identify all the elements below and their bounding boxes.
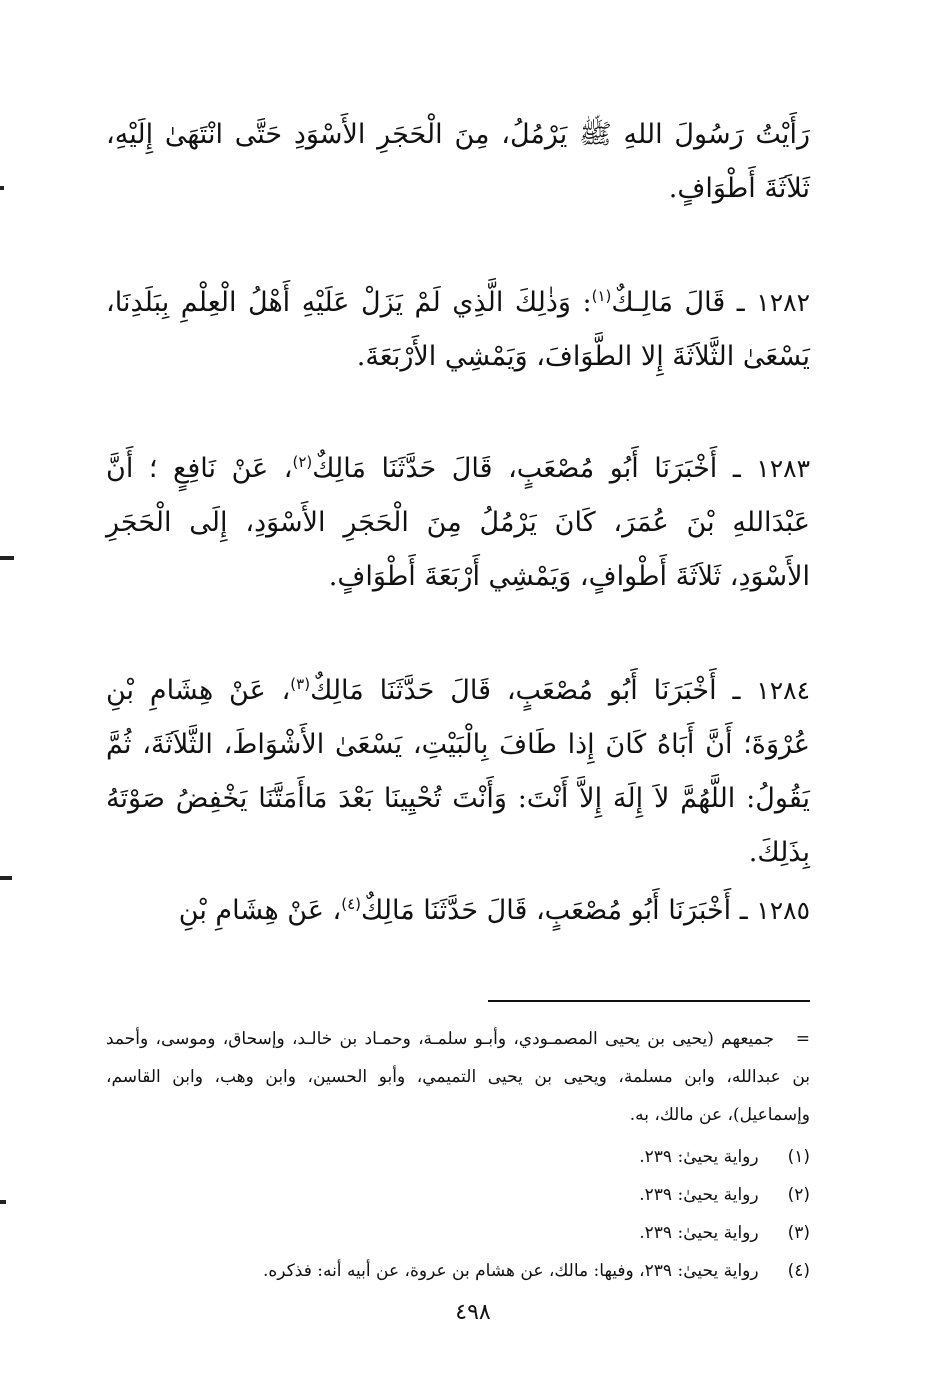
footnote-text: رواية يحيىٰ: ٢٣٩.	[639, 1147, 759, 1167]
scan-edge-mark	[0, 876, 12, 880]
footnote-ref-3[interactable]: (٣)	[290, 675, 311, 693]
paragraph-1284	[106, 664, 810, 880]
footnote-item-1	[106, 1138, 810, 1176]
paragraph-text-end: ، عَنْ هِشَامِ بْنِ	[178, 895, 342, 926]
scan-edge-mark	[0, 1200, 6, 1204]
paragraph-1282	[106, 276, 810, 384]
footnote-ref-4[interactable]: (٤)	[341, 895, 362, 913]
paragraph-text-start: أَخْبَرَنَا أَبُو مُصْعَبٍ، قَالَ حَدَّثَنَا مَالِكٌ	[312, 453, 718, 484]
hadith-number: ١٢٨٤	[756, 676, 810, 705]
continuation-text: جميعهم (يحيى بن يحيى المصمـودي، وأبـو سلمـة، وحمـاد بن خالـد، وإسحاق، وموسى، وأحمد بن عبدالله، وابن مسلمة، ويحيى بن يحيى التميمي، وأبو الحسين، وابن وهب، وابن القاسم، وإسماعيل)، عن مالك، به.	[106, 1029, 810, 1125]
paragraph-text-end: : وَذٰلِكَ الَّذِي لَمْ يَزَلْ عَلَيْهِ أَهْلُ الْعِلْمِ بِبَلَدِنَا، يَسْعَىٰ الثَّلاَثَةَ إِلا الطَّوَافَ، وَيَمْشِي الأَرْبَعَةَ.	[106, 287, 810, 372]
footnote-item-3	[106, 1214, 810, 1252]
paragraph-text-end: ، عَنْ هِشَامِ بْنِ عُرْوَةَ؛ أَنَّ أَبَاهُ كَانَ إِذا طَافَ بِالْبَيْتِ، يَسْعَىٰ الأَشْوَاطَ، الثَّلاَثَةَ، ثُمَّ يَقُولُ: اللَّهُمَّ لاَ إِلَهَ إِلاَّ أَنْتَ: وَأَنْتَ تُحْيِينَا بَعْدَ مَاأَمَتَّنَا يَخْفِضُ صَوْتَهُ بِذَلِكَ.	[106, 675, 810, 868]
footnote-text: رواية يحيىٰ: ٢٣٩، وفيها: مالك، عن هشام بن عروة، عن أبيه أنه: فذكره.	[263, 1261, 759, 1281]
footnote-item-2	[106, 1176, 810, 1214]
footnote-item-4	[106, 1252, 810, 1290]
dash: ـ	[725, 287, 745, 318]
hadith-number: ١٢٨٥	[756, 896, 810, 925]
paragraph-text-start: أَخْبَرَنَا أَبُو مُصْعَبٍ، قَالَ حَدَّثَنَا مَالِكٌ	[310, 675, 717, 706]
paragraph-text-end: ، عَنْ نَافِعٍ ؛ أَنَّ عَبْدَاللهِ بْنَ عُمَرَ، كَانَ يَرْمُلُ مِنَ الْحَجَرِ الأَسْوَدِ، إِلَى الْحَجَرِ الأَسْوَدِ، ثَلاَثَةَ أَطْوافٍ، وَيَمْشِي أَرْبَعَةَ أَطْوَافٍ.	[106, 453, 810, 592]
paragraph-1285	[106, 884, 810, 938]
footnotes	[106, 1020, 810, 1292]
footnote-continuation	[106, 1020, 810, 1134]
footnote-mark: (٢)	[787, 1185, 810, 1205]
dash: ـ	[716, 675, 741, 706]
footnote-text: رواية يحيىٰ: ٢٣٩.	[639, 1185, 759, 1205]
footnote-mark: (٤)	[787, 1261, 810, 1281]
footnote-mark: (٣)	[787, 1223, 810, 1243]
hadith-number: ١٢٨٢	[756, 288, 810, 317]
paragraph-continuation	[106, 108, 810, 216]
scan-edge-mark	[0, 556, 14, 560]
scan-edge-mark	[0, 186, 4, 190]
page-number: ٤٩٨	[455, 1300, 491, 1325]
footnote-mark: (١)	[787, 1147, 810, 1167]
dash: ـ	[731, 895, 748, 926]
paragraph-text: رَأَيْتُ رَسُولَ اللهِ ﷺ يَرْمُلُ، مِنَ الْحَجَرِ الأَسْوَدِ حَتَّى انْتَهَىٰ إِلَيْهِ، ثَلاَثَةَ أَطْوَافٍ.	[106, 119, 810, 204]
footnote-separator	[488, 1000, 810, 1002]
footnote-ref-2[interactable]: (٢)	[292, 453, 313, 471]
hadith-number: ١٢٨٣	[756, 454, 811, 483]
paragraph-text-start: قَالَ مَالِـكٌ	[611, 287, 726, 318]
continuation-mark: =	[795, 1029, 810, 1049]
paragraph-1283	[106, 442, 810, 604]
footnote-ref-1[interactable]: (١)	[591, 287, 612, 305]
paragraph-text-start: أَخْبَرَنَا أَبُو مُصْعَبٍ، قَالَ حَدَّثَنَا مَالِكٌ	[361, 895, 732, 926]
dash: ـ	[717, 453, 741, 484]
footnote-text: رواية يحيىٰ: ٢٣٩.	[639, 1223, 759, 1243]
